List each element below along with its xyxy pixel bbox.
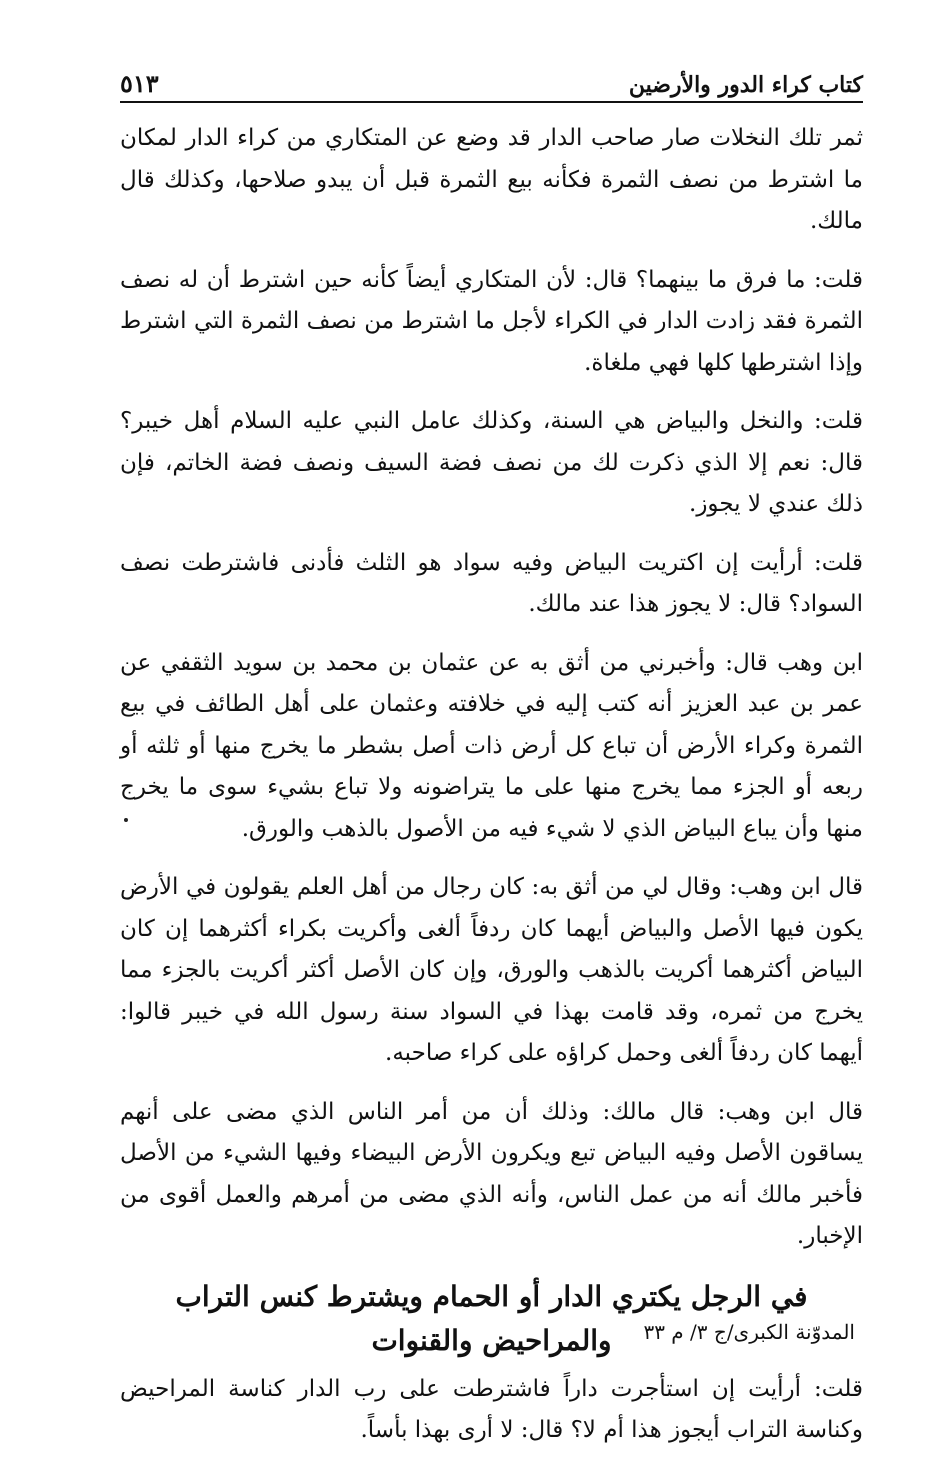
section-heading-line-1: في الرجل يكتري الدار أو الحمام ويشترط كنس التراب	[175, 1279, 808, 1313]
section-heading-line-2: والمراحيض والقنوات	[371, 1323, 612, 1357]
page-body	[120, 118, 863, 1469]
ink-speck	[124, 818, 128, 822]
paragraph-3: قلت: والنخل والبياض هي السنة، وكذلك عامل النبي عليه السلام أهل خيبر؟ قال: نعم إلا الذي ذكرت لك من نصف فضة السيف ونصف فضة الخاتم، فإن ذلك عندي لا يجوز.	[120, 408, 863, 517]
final-paragraph: قلت: أرأيت إن استأجرت داراً فاشترطت على رب الدار كناسة المراحيض وكناسة التراب أيجوز هذا أم لا؟ قال: لا أرى بهذا بأساً.	[120, 1375, 863, 1443]
paragraph-1: ثمر تلك النخلات صار صاحب الدار قد وضع عن المتكاري من كراء الدار لمكان ما اشترط من نصف الثمرة فكأنه بيع الثمرة قبل أن يبدو صلاحها، وكذلك قال مالك.	[120, 125, 863, 234]
paragraph-2: قلت: ما فرق ما بينهما؟ قال: لأن المتكاري أيضاً كأنه حين اشترط أن له نصف الثمرة فقد زادت الدار في الكراء لأجل ما اشترط من نصف الثمرة التي اشترط وإذا اشترطها كلها فهي ملغاة.	[120, 266, 863, 376]
paragraph-5: ابن وهب قال: وأخبرني من أثق به عن عثمان بن محمد بن سويد الثقفي عن عمر بن عبد العزيز أنه كتب إليه في خلافته وعثمان على أهل الطائف في بيع الثمرة وكراء الأرض أن تباع كل أرض ذات أصل بشطر ما يخرج منها أو ثلثه أو ربعه أو الجزء مما يخرج منها على ما يتراضونه ولا تباع بشيء سوى ما يخرج منها وأن يباع البياض الذي لا شيء فيه من الأصول بالذهب والورق.	[120, 649, 863, 842]
paragraph-4: قلت: أرأيت إن اكتريت البياض وفيه سواد هو الثلث فأدنى فاشترطت نصف السواد؟ قال: لا يجوز هذا عند مالك.	[120, 549, 863, 617]
section-heading	[120, 1275, 863, 1363]
header-title: كتاب كراء الدور والأرضين	[628, 72, 863, 98]
page-number: ٥١٣	[120, 69, 159, 98]
footer-signature: المدوّنة الكبرى/ج ٣/ م ٣٣	[643, 1320, 855, 1344]
running-header	[120, 58, 863, 103]
paragraph-6: قال ابن وهب: وقال لي من أثق به: كان رجال من أهل العلم يقولون في الأرض يكون فيها الأصل والبياض أيهما كان ردفاً ألغى وأكريت بكراء أكثرهما إن كان البياض أكثرهما أكريت بالذهب والورق، وإن كان الأصل أكثر أكريت بالجزء مما يخرج من ثمره، وقد قامت بهذا في السواد سنة رسول الله في خيبر قالوا: أيهما كان ردفاً ألغى وحمل كراؤه على كراء صاحبه.	[120, 874, 863, 1066]
paragraph-7: قال ابن وهب: قال مالك: وذلك أن من أمر الناس الذي مضى على أنهم يساقون الأصل وفيه البياض تبع ويكرون الأرض البيضاء وفيها الشيء من الأصل فأخبر مالك أنه من عمل الناس، وأنه الذي مضى من أمرهم والعمل أقوى من الإخبار.	[120, 1098, 863, 1249]
